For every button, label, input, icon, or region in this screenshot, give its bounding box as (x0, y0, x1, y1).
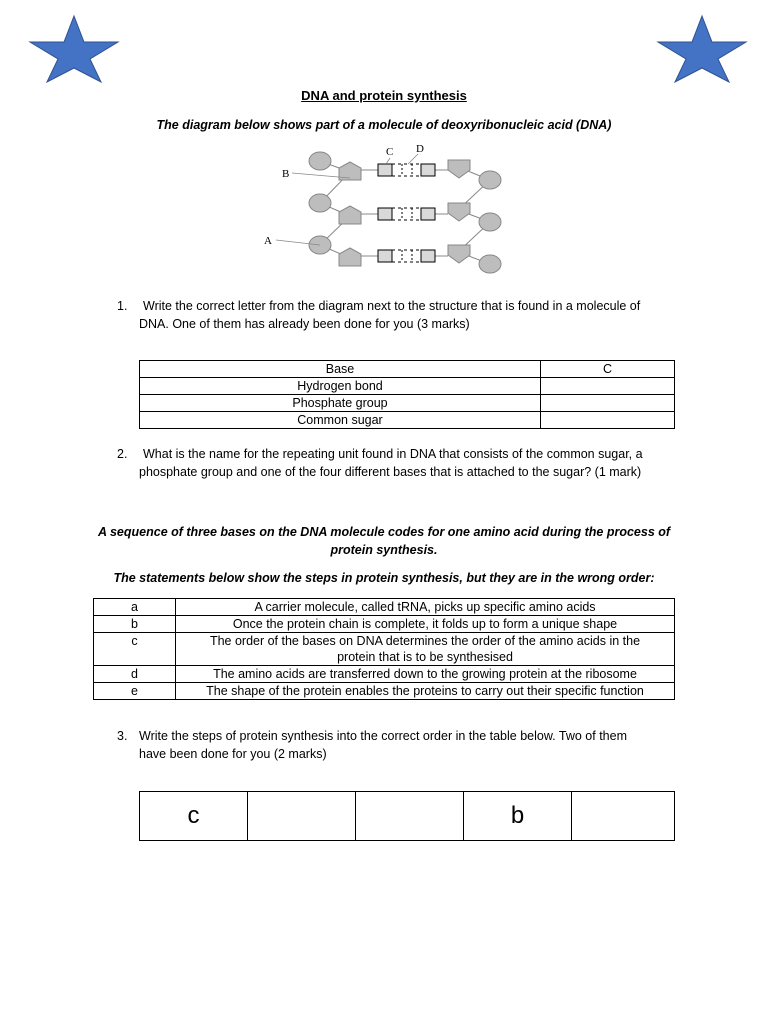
step-letter: a (94, 599, 176, 616)
order-cell[interactable] (572, 792, 675, 841)
answer-cell[interactable]: C (541, 361, 675, 378)
table-row (140, 361, 675, 378)
structure-cell: Base (140, 361, 541, 378)
intro-text: The diagram below shows part of a molecule of deoxyribonucleic acid (DNA) (156, 118, 612, 132)
answer-cell[interactable] (541, 412, 675, 429)
question-number: 1. (117, 299, 128, 313)
sequence-text-line2: protein synthesis. (330, 543, 438, 557)
step-text: A carrier molecule, called tRNA, picks up specific amino acids (176, 599, 675, 616)
structure-cell: Hydrogen bond (140, 378, 541, 395)
star-icon-left (28, 14, 120, 84)
table-row (140, 378, 675, 395)
table-row (94, 666, 675, 683)
label-d: D (416, 143, 424, 155)
structure-cell: Phosphate group (140, 395, 541, 412)
table-row (140, 412, 675, 429)
step-text: The shape of the protein enables the proteins to carry out their specific function (176, 683, 675, 700)
question-3 (117, 727, 717, 767)
question-text-line1: Write the correct letter from the diagram next to the structure that is found in a molecule of (143, 299, 641, 313)
answer-cell[interactable] (541, 378, 675, 395)
order-cell[interactable]: c (140, 792, 248, 841)
step-letter: d (94, 666, 176, 683)
answer-cell[interactable] (541, 395, 675, 412)
label-c: C (386, 146, 394, 158)
sequence-text-line1: A sequence of three bases on the DNA molecule codes for one amino acid during the process of (97, 525, 671, 539)
order-table (139, 791, 675, 841)
step-text: Once the protein chain is complete, it folds up to form a unique shape (176, 616, 675, 633)
question-text-line1: Write the steps of protein synthesis into the correct order in the table below. Two of them (139, 729, 627, 743)
table-row (94, 616, 675, 633)
table-row (140, 792, 675, 841)
question-2 (117, 445, 717, 485)
table-row (94, 633, 675, 666)
steps-table (93, 598, 675, 700)
question-number: 2. (117, 447, 128, 461)
step-text: The order of the bases on DNA determines the order of the amino acids in the protein that is to be synthesised (176, 633, 675, 666)
table-row (94, 599, 675, 616)
order-cell[interactable] (248, 792, 356, 841)
dna-diagram (260, 140, 510, 280)
step-letter: e (94, 683, 176, 700)
table-row (140, 395, 675, 412)
page-title: DNA and protein synthesis (301, 88, 467, 103)
step-letter: c (94, 633, 176, 666)
label-b: B (282, 168, 290, 180)
order-cell[interactable]: b (464, 792, 572, 841)
question-1 (117, 297, 717, 337)
label-a: A (264, 235, 272, 247)
structure-table (139, 360, 675, 429)
order-cell[interactable] (356, 792, 464, 841)
question-number: 3. (117, 729, 128, 743)
sequence-text-line3: The statements below show the steps in protein synthesis, but they are in the wrong order: (113, 571, 655, 585)
question-text-line1: What is the name for the repeating unit found in DNA that consists of the common sugar, a (143, 447, 643, 461)
table-row (94, 683, 675, 700)
structure-cell: Common sugar (140, 412, 541, 429)
question-text-line2: DNA. One of them has already been done for you (3 marks) (139, 317, 470, 331)
question-text-line2: phosphate group and one of the four different bases that is attached to the sugar? (1 mark) (139, 465, 642, 479)
step-letter: b (94, 616, 176, 633)
question-text-line2: have been done for you (2 marks) (139, 747, 327, 761)
star-icon-right (656, 14, 748, 84)
step-text: The amino acids are transferred down to the growing protein at the ribosome (176, 666, 675, 683)
